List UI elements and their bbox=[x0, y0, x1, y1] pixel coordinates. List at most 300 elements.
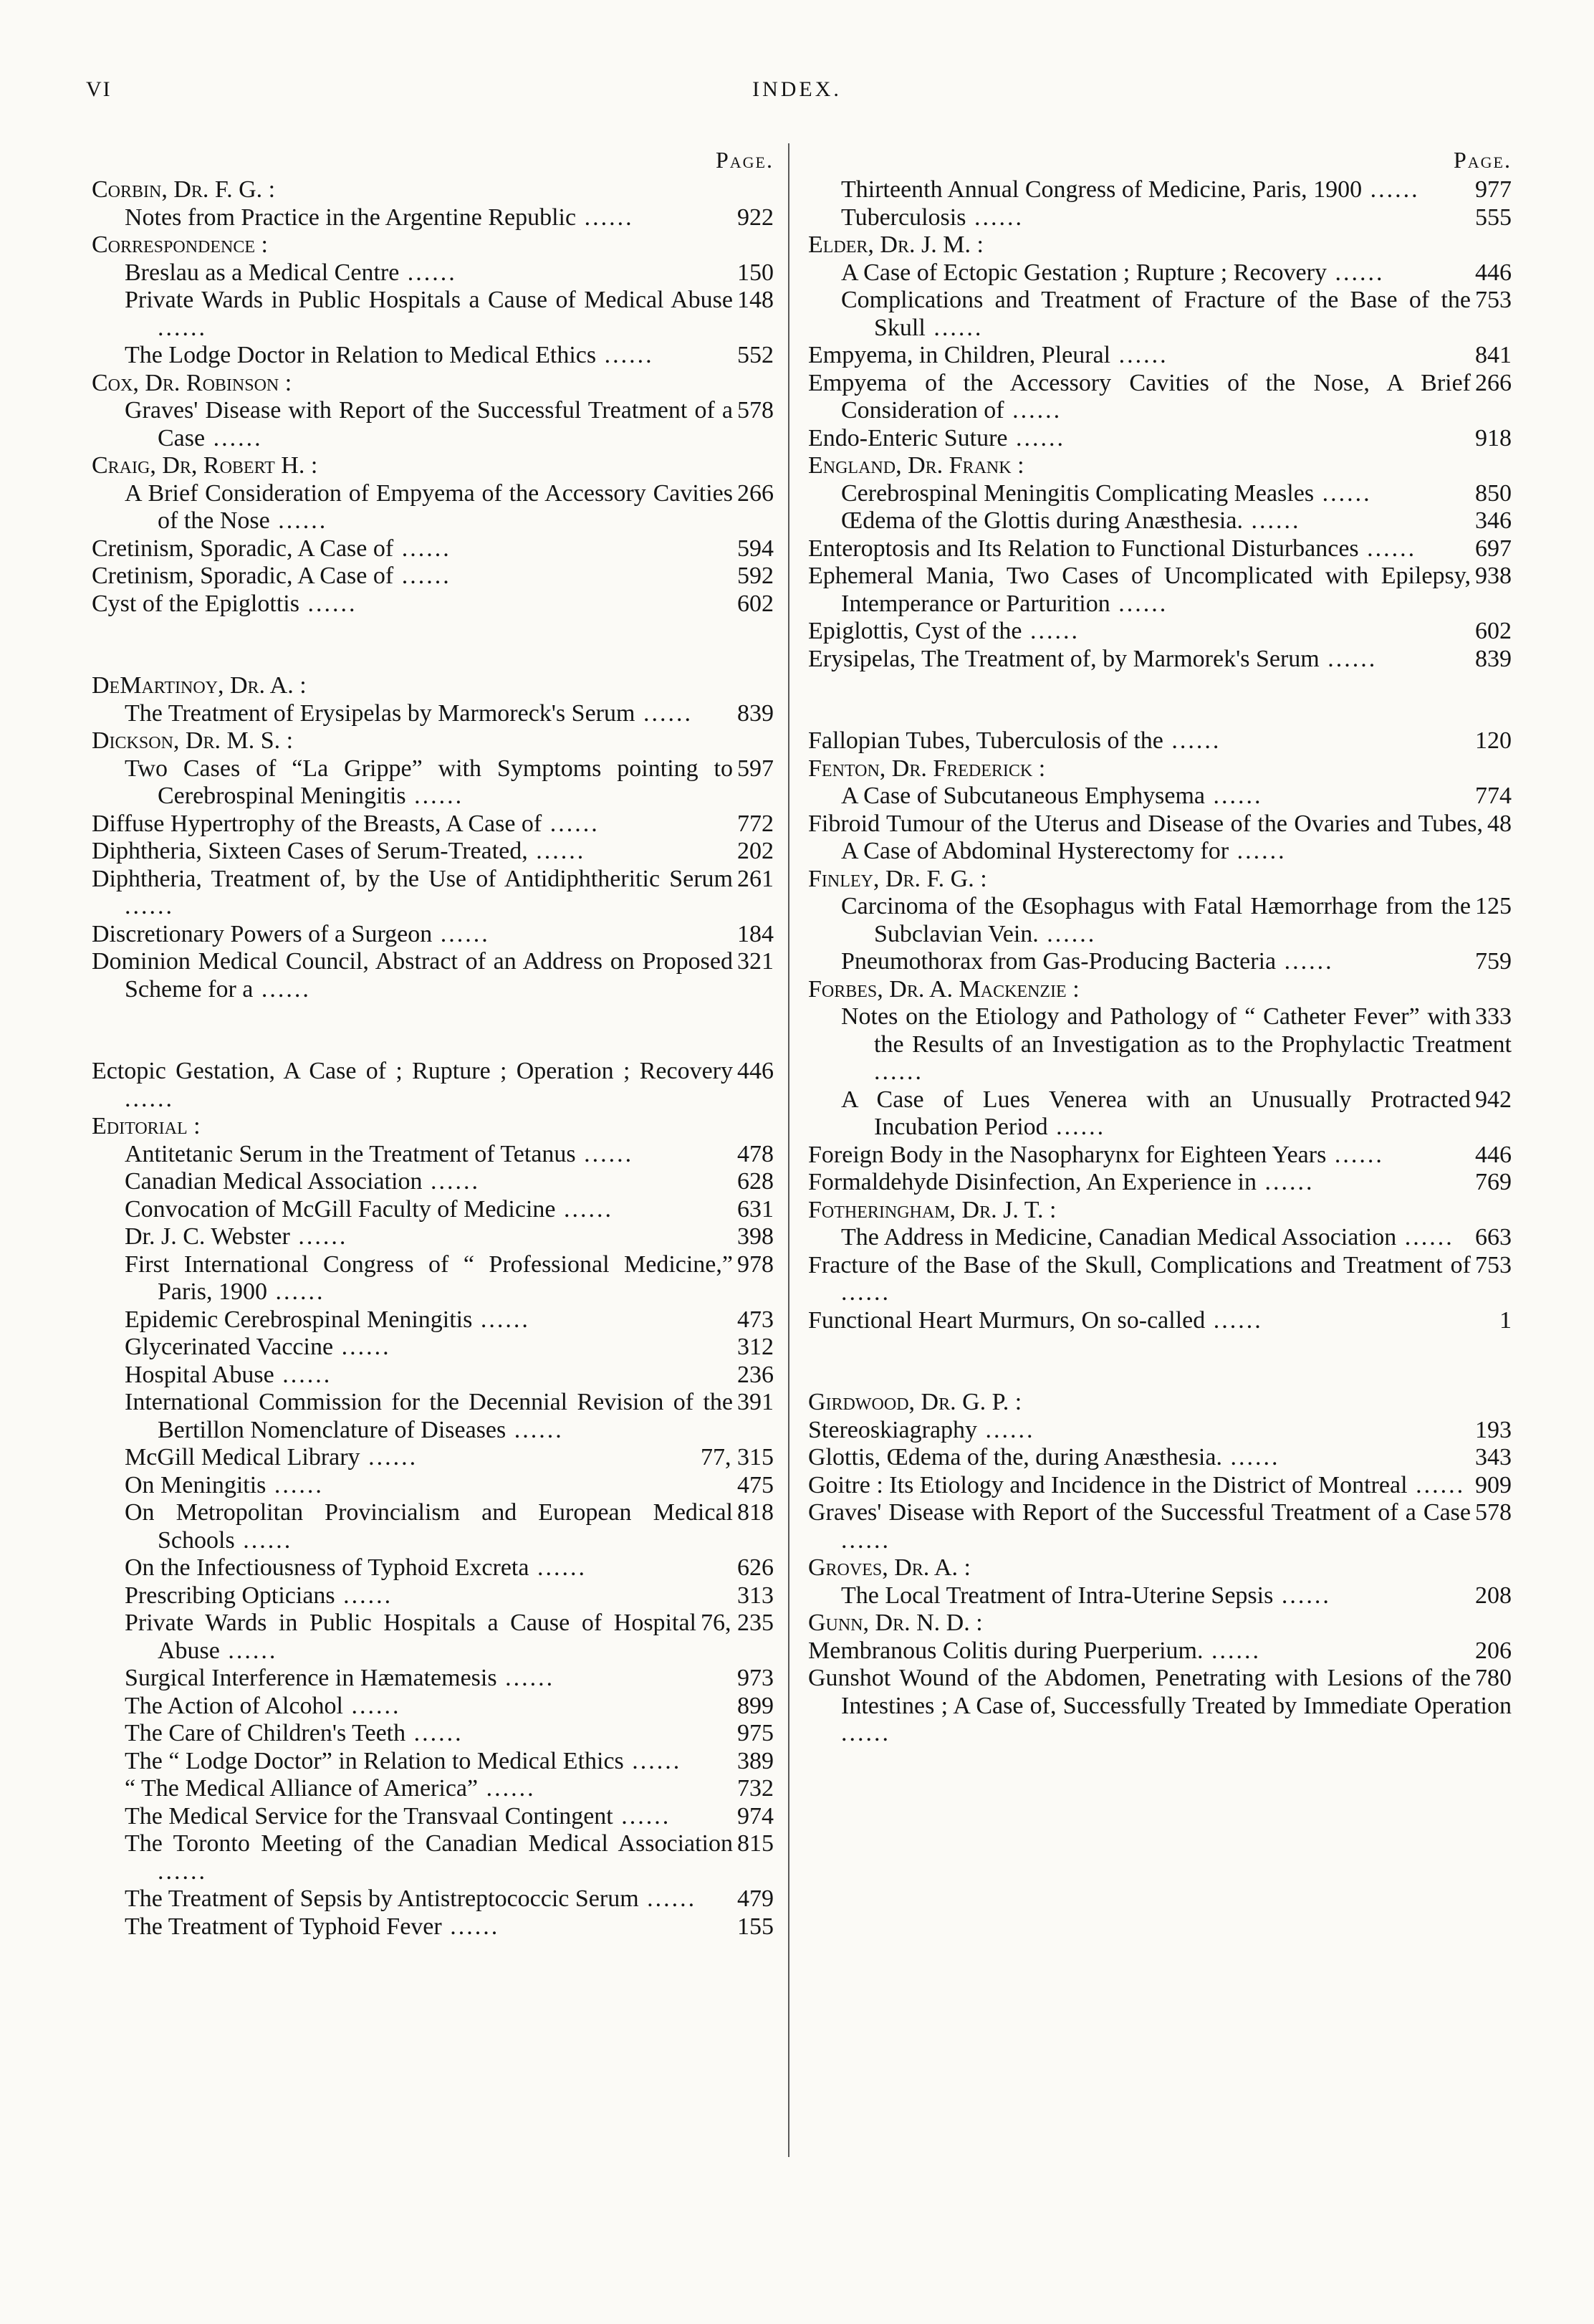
dot-leader: ...... bbox=[1326, 1141, 1384, 1168]
index-heading bbox=[808, 866, 1512, 894]
entry-page-number: 922 bbox=[737, 204, 774, 231]
index-entry bbox=[92, 838, 774, 866]
entry-page-number: 478 bbox=[737, 1140, 774, 1167]
entry-text: The Local Treatment of Intra-Uterine Sepsis bbox=[841, 1582, 1274, 1609]
index-entry bbox=[92, 1693, 774, 1721]
dot-leader: ...... bbox=[125, 1085, 174, 1112]
entry-page-number: 975 bbox=[737, 1720, 774, 1746]
dot-leader: ...... bbox=[1038, 920, 1097, 947]
dot-leader: ...... bbox=[432, 920, 490, 947]
section-spacer bbox=[92, 618, 774, 645]
index-heading bbox=[808, 1610, 1512, 1637]
index-entries bbox=[92, 176, 774, 1941]
index-entry bbox=[808, 948, 1512, 976]
dot-leader: ...... bbox=[1221, 1444, 1280, 1471]
dot-leader: ...... bbox=[1110, 590, 1168, 617]
entry-text: Cretinism, Sporadic, A Case of bbox=[92, 563, 394, 589]
index-entry bbox=[92, 1720, 774, 1748]
entry-text: Diffuse Hypertrophy of the Breasts, A Case of bbox=[92, 810, 542, 837]
entry-text: The Lodge Doctor in Relation to Medical Ethics bbox=[125, 342, 597, 368]
dot-leader: ...... bbox=[478, 1775, 536, 1802]
entry-text: Surgical Interference in Hæmatemesis bbox=[125, 1665, 497, 1691]
index-entry bbox=[808, 425, 1512, 453]
index-entry bbox=[92, 287, 774, 342]
entry-text: Enteroptosis and Its Relation to Functional Disturbances bbox=[808, 535, 1359, 562]
index-entry bbox=[808, 1499, 1512, 1554]
entry-text: Graves' Disease with Report of the Successful Treatment of a Case bbox=[125, 397, 733, 451]
index-entry bbox=[92, 1554, 774, 1582]
index-entry bbox=[808, 535, 1512, 563]
dot-leader: ...... bbox=[1205, 783, 1263, 809]
dot-leader: ...... bbox=[506, 1416, 564, 1443]
index-entry bbox=[92, 204, 774, 232]
dot-leader: ...... bbox=[422, 1168, 480, 1195]
entry-text: Functional Heart Murmurs, On so-called bbox=[808, 1306, 1206, 1334]
dot-leader: ...... bbox=[1007, 424, 1066, 451]
entry-page-number: 594 bbox=[737, 535, 774, 562]
dot-leader: ...... bbox=[635, 699, 693, 727]
index-entry bbox=[808, 618, 1512, 646]
index-entry bbox=[92, 563, 774, 590]
entry-text: A Case of Subcutaneous Emphysema bbox=[841, 783, 1206, 809]
entry-text: The “ Lodge Doctor” in Relation to Medical Ethics bbox=[125, 1747, 624, 1774]
dot-leader: ...... bbox=[1276, 948, 1334, 975]
entry-text: Two Cases of “La Grippe” with Symptoms pointing to Cerebrospinal Meningitis bbox=[125, 755, 733, 809]
index-heading bbox=[92, 370, 774, 398]
entry-page-number: 77, 315 bbox=[701, 1444, 774, 1471]
dot-leader: ...... bbox=[841, 1720, 890, 1746]
entry-page-number: 148 bbox=[737, 287, 774, 313]
index-entry bbox=[808, 727, 1512, 755]
index-entry bbox=[92, 1058, 774, 1113]
dot-leader: ...... bbox=[542, 810, 600, 837]
entry-text: Fibroid Tumour of the Uterus and Disease of the Ovaries and Tubes, A Case of Abdominal Hysterectomy for bbox=[808, 810, 1483, 864]
index-entry bbox=[808, 1637, 1512, 1665]
entry-page-number: 942 bbox=[1475, 1086, 1512, 1113]
index-entry bbox=[92, 1141, 774, 1169]
entry-text: Glycerinated Vaccine bbox=[125, 1334, 334, 1360]
entry-text: Private Wards in Public Hospitals a Cause of Hospital Abuse bbox=[125, 1610, 696, 1664]
index-entry bbox=[808, 1472, 1512, 1500]
entry-page-number: 918 bbox=[1475, 424, 1512, 451]
entry-page-number: 446 bbox=[1475, 259, 1512, 286]
entry-page-number: 780 bbox=[1475, 1665, 1512, 1691]
entry-page-number: 697 bbox=[1475, 535, 1512, 562]
index-entry bbox=[808, 1417, 1512, 1445]
index-entry bbox=[808, 204, 1512, 232]
entry-text: Elder, Dr. J. M. : bbox=[808, 231, 984, 258]
index-entry bbox=[808, 1307, 1512, 1335]
entry-text: Diphtheria, Treatment of, by the Use of Antidiphtheritic Serum bbox=[92, 865, 733, 892]
dot-leader: ...... bbox=[1163, 727, 1221, 754]
column-divider bbox=[788, 143, 789, 2157]
index-heading bbox=[92, 672, 774, 700]
entry-text: The Medical Service for the Transvaal Contingent bbox=[125, 1802, 613, 1830]
entry-text: Fracture of the Base of the Skull, Complications and Treatment of bbox=[808, 1251, 1471, 1278]
entry-page-number: 839 bbox=[737, 699, 774, 727]
dot-leader: ...... bbox=[623, 1747, 682, 1774]
entry-page-number: 578 bbox=[1475, 1499, 1512, 1526]
dot-leader: ...... bbox=[1257, 1169, 1315, 1195]
entry-page-number: 663 bbox=[1475, 1224, 1512, 1251]
dot-leader: ...... bbox=[219, 1637, 278, 1664]
entry-text: Membranous Colitis during Puerperium. bbox=[808, 1637, 1204, 1664]
entry-page-number: 313 bbox=[737, 1582, 774, 1609]
dot-leader: ...... bbox=[441, 1913, 500, 1940]
entry-text: Empyema of the Accessory Cavities of the Nose, A Brief Consideration of bbox=[808, 369, 1471, 424]
index-heading bbox=[808, 976, 1512, 1004]
entry-text: Epidemic Cerebrospinal Meningitis bbox=[125, 1306, 473, 1333]
index-column-right bbox=[808, 143, 1512, 1748]
index-entry bbox=[808, 1582, 1512, 1610]
index-entry bbox=[92, 1582, 774, 1610]
entry-text: Cyst of the Epiglottis bbox=[92, 590, 299, 617]
entry-page-number: 732 bbox=[737, 1775, 774, 1802]
entry-page-number: 120 bbox=[1475, 727, 1512, 754]
entry-page-number: 753 bbox=[1475, 1251, 1512, 1278]
entry-text: The Action of Alcohol bbox=[125, 1692, 344, 1719]
dot-leader: ...... bbox=[399, 259, 457, 286]
entry-text: Complications and Treatment of Fracture of the Base of the Skull bbox=[841, 287, 1471, 341]
dot-leader: ...... bbox=[613, 1802, 671, 1830]
entry-page-number: 977 bbox=[1475, 176, 1512, 203]
entry-page-number: 1 bbox=[1499, 1306, 1512, 1334]
index-entry bbox=[92, 1775, 774, 1803]
index-entry bbox=[808, 563, 1512, 618]
entry-page-number: 818 bbox=[737, 1499, 774, 1526]
entry-page-number: 850 bbox=[1475, 479, 1512, 507]
index-entry bbox=[808, 176, 1512, 204]
entry-page-number: 759 bbox=[1475, 948, 1512, 975]
dot-leader: ...... bbox=[638, 1885, 697, 1912]
entry-text: Cox, Dr. Robinson : bbox=[92, 369, 292, 396]
dot-leader: ...... bbox=[266, 1471, 324, 1498]
dot-leader: ...... bbox=[1326, 259, 1385, 286]
entry-text: Foreign Body in the Nasopharynx for Eighteen Years bbox=[808, 1141, 1327, 1168]
entry-text: Fotheringham, Dr. J. T. : bbox=[808, 1196, 1057, 1223]
entry-text: The Toronto Meeting of the Canadian Medical Association bbox=[125, 1830, 733, 1857]
index-entry bbox=[808, 893, 1512, 948]
index-entry bbox=[92, 1913, 774, 1941]
index-entry bbox=[92, 755, 774, 810]
dot-leader: ...... bbox=[575, 1140, 634, 1167]
entry-text: International Commission for the Decennial Revision of the Bertillon Nomenclature of Diseases bbox=[125, 1389, 733, 1443]
entry-page-number: 391 bbox=[737, 1389, 774, 1415]
index-entry bbox=[808, 1444, 1512, 1472]
entry-page-number: 555 bbox=[1475, 204, 1512, 231]
dot-leader: ...... bbox=[1203, 1637, 1262, 1664]
index-entry bbox=[92, 1748, 774, 1776]
entry-page-number: 815 bbox=[737, 1830, 774, 1857]
dot-leader: ...... bbox=[841, 1526, 890, 1554]
dot-leader: ...... bbox=[527, 838, 586, 864]
entry-text: Ectopic Gestation, A Case of ; Rupture ; Operation ; Recovery bbox=[92, 1058, 733, 1084]
dot-leader: ...... bbox=[841, 1279, 890, 1306]
index-entry bbox=[92, 1196, 774, 1224]
index-entry bbox=[92, 1223, 774, 1251]
index-column-left bbox=[92, 143, 774, 1941]
entry-text: Antitetanic Serum in the Treatment of Tetanus bbox=[125, 1140, 576, 1167]
index-heading bbox=[808, 1389, 1512, 1417]
index-entry bbox=[92, 1334, 774, 1362]
dot-leader: ...... bbox=[529, 1554, 587, 1581]
dot-leader: ...... bbox=[393, 535, 451, 562]
entry-page-number: 346 bbox=[1475, 507, 1512, 534]
entry-text: Notes from Practice in the Argentine Republic bbox=[125, 204, 577, 231]
dot-leader: ...... bbox=[1314, 479, 1372, 507]
index-entry bbox=[92, 1444, 774, 1472]
dot-leader: ...... bbox=[1358, 535, 1417, 562]
entry-text: Gunshot Wound of the Abdomen, Penetrating with Lesions of the Intestines ; A Case of, Successfully Treated by Immediate Operation bbox=[808, 1665, 1512, 1719]
page-column-label: Page. bbox=[715, 147, 774, 173]
dot-leader: ...... bbox=[158, 314, 207, 341]
section-spacer bbox=[92, 1003, 774, 1031]
entry-page-number: 909 bbox=[1475, 1471, 1512, 1498]
entry-page-number: 974 bbox=[737, 1802, 774, 1830]
index-entry bbox=[808, 1665, 1512, 1748]
entry-text: Canadian Medical Association bbox=[125, 1168, 423, 1195]
entry-text: Epiglottis, Cyst of the bbox=[808, 618, 1022, 644]
entry-page-number: 479 bbox=[737, 1885, 774, 1912]
index-entry bbox=[808, 480, 1512, 508]
dot-leader: ...... bbox=[289, 1223, 348, 1250]
entry-page-number: 597 bbox=[737, 755, 774, 782]
section-spacer bbox=[808, 1334, 1512, 1362]
index-entry bbox=[92, 810, 774, 838]
entry-text: Discretionary Powers of a Surgeon bbox=[92, 920, 433, 947]
index-entry bbox=[92, 1306, 774, 1334]
dot-leader: ...... bbox=[1242, 507, 1301, 534]
entry-page-number: 839 bbox=[1475, 645, 1512, 672]
index-entry bbox=[92, 1472, 774, 1500]
index-entry bbox=[808, 1003, 1512, 1086]
entry-page-number: 321 bbox=[737, 948, 774, 975]
entry-page-number: 602 bbox=[1475, 618, 1512, 644]
page-number-roman: VI bbox=[86, 77, 112, 101]
entry-text: Ephemeral Mania, Two Cases of Uncomplicated with Epilepsy, Intemperance or Parturition bbox=[808, 563, 1471, 617]
index-heading bbox=[92, 727, 774, 755]
entry-page-number: 202 bbox=[737, 838, 774, 864]
entry-text: Hospital Abuse bbox=[125, 1361, 274, 1388]
index-entry bbox=[92, 259, 774, 287]
dot-leader: ...... bbox=[267, 1278, 325, 1305]
entry-text: Carcinoma of the Œsophagus with Fatal Hæmorrhage from the Subclavian Vein. bbox=[841, 893, 1471, 947]
entry-text: Craig, Dr, Robert H. : bbox=[92, 452, 318, 479]
entry-text: The Address in Medicine, Canadian Medical Association bbox=[841, 1224, 1397, 1251]
index-entry bbox=[92, 480, 774, 535]
entry-page-number: 193 bbox=[1475, 1416, 1512, 1443]
entry-page-number: 602 bbox=[737, 590, 774, 617]
dot-leader: ...... bbox=[925, 314, 984, 341]
index-entry bbox=[92, 1830, 774, 1885]
dot-leader: ...... bbox=[1022, 618, 1080, 644]
entry-text: Glottis, Œdema of the, during Anæsthesia. bbox=[808, 1444, 1222, 1471]
index-heading bbox=[808, 1197, 1512, 1225]
entry-page-number: 473 bbox=[737, 1306, 774, 1333]
entry-page-number: 312 bbox=[737, 1334, 774, 1360]
dot-leader: ...... bbox=[1362, 176, 1420, 203]
entry-page-number: 343 bbox=[1475, 1444, 1512, 1471]
index-heading bbox=[808, 452, 1512, 480]
entry-text: Diphtheria, Sixteen Cases of Serum-Treated, bbox=[92, 838, 528, 864]
entry-text: The Treatment of Sepsis by Antistreptococcic Serum bbox=[125, 1885, 639, 1912]
index-entry bbox=[808, 1224, 1512, 1252]
entry-text: Fenton, Dr. Frederick : bbox=[808, 755, 1046, 782]
dot-leader: ...... bbox=[269, 507, 328, 534]
entry-text: On Meningitis bbox=[125, 1471, 267, 1498]
entry-page-number: 125 bbox=[1475, 893, 1512, 919]
dot-leader: ...... bbox=[205, 424, 263, 451]
entry-page-number: 398 bbox=[737, 1223, 774, 1250]
entry-text: On Metropolitan Provincialism and European Medical Schools bbox=[125, 1499, 733, 1554]
dot-leader: ...... bbox=[393, 563, 451, 589]
dot-leader: ...... bbox=[1047, 1114, 1106, 1140]
entry-page-number: 774 bbox=[1475, 783, 1512, 809]
entry-text: A Case of Lues Venerea with an Unusually Protracted Incubation Period bbox=[841, 1086, 1471, 1140]
index-entry bbox=[808, 370, 1512, 425]
entry-page-number: 266 bbox=[737, 479, 774, 507]
section-spacer bbox=[808, 1362, 1512, 1389]
dot-leader: ...... bbox=[1110, 342, 1168, 368]
entry-page-number: 48 bbox=[1487, 810, 1512, 837]
page-title: INDEX. bbox=[752, 77, 842, 101]
dot-leader: ...... bbox=[125, 893, 174, 919]
entry-page-number: 628 bbox=[737, 1168, 774, 1195]
entry-text: The Treatment of Typhoid Fever bbox=[125, 1913, 442, 1940]
dot-leader: ...... bbox=[1319, 645, 1378, 672]
dot-leader: ...... bbox=[234, 1526, 293, 1554]
index-entry bbox=[808, 646, 1512, 674]
entry-text: Dominion Medical Council, Abstract of an Address on Proposed Scheme for a bbox=[92, 948, 733, 1003]
dot-leader: ...... bbox=[343, 1692, 401, 1719]
index-entry bbox=[92, 1803, 774, 1831]
entry-page-number: 772 bbox=[737, 810, 774, 837]
entry-text: Fallopian Tubes, Tuberculosis of the bbox=[808, 727, 1163, 754]
dot-leader: ...... bbox=[1407, 1471, 1466, 1498]
index-entry bbox=[92, 1610, 774, 1665]
index-entry bbox=[92, 700, 774, 728]
dot-leader: ...... bbox=[405, 1720, 464, 1746]
dot-leader: ...... bbox=[596, 342, 654, 368]
index-entry bbox=[92, 590, 774, 618]
entry-text: “ The Medical Alliance of America” bbox=[125, 1775, 479, 1802]
index-entry bbox=[92, 1389, 774, 1444]
index-entry bbox=[92, 1665, 774, 1693]
index-entry bbox=[92, 1168, 774, 1196]
index-entry bbox=[92, 1251, 774, 1306]
index-entry bbox=[808, 810, 1512, 866]
entry-page-number: 184 bbox=[737, 920, 774, 947]
entry-text: Tuberculosis bbox=[841, 204, 966, 231]
entry-text: Convocation of McGill Faculty of Medicine bbox=[125, 1195, 556, 1223]
entry-page-number: 973 bbox=[737, 1665, 774, 1691]
entry-page-number: 475 bbox=[737, 1471, 774, 1498]
index-entry bbox=[92, 397, 774, 452]
entry-text: Girdwood, Dr. G. P. : bbox=[808, 1389, 1022, 1415]
entry-page-number: 626 bbox=[737, 1554, 774, 1581]
index-entry bbox=[808, 287, 1512, 342]
entry-text: First International Congress of “ Professional Medicine,” Paris, 1900 bbox=[125, 1251, 733, 1305]
entry-text: Cretinism, Sporadic, A Case of bbox=[92, 535, 394, 562]
entry-text: A Brief Consideration of Empyema of the Accessory Cavities of the Nose bbox=[125, 479, 733, 534]
index-heading bbox=[92, 1113, 774, 1141]
entry-text: The Care of Children's Teeth bbox=[125, 1720, 406, 1746]
entry-page-number: 578 bbox=[737, 397, 774, 424]
dot-leader: ...... bbox=[966, 204, 1024, 231]
entry-text: On the Infectiousness of Typhoid Excreta bbox=[125, 1554, 529, 1581]
entry-text: The Treatment of Erysipelas by Marmoreck's Serum bbox=[125, 699, 635, 727]
entry-text: Erysipelas, The Treatment of, by Marmorek's Serum bbox=[808, 645, 1320, 672]
dot-leader: ...... bbox=[1396, 1224, 1454, 1251]
entry-page-number: 206 bbox=[1475, 1637, 1512, 1664]
index-entry bbox=[808, 342, 1512, 370]
index-entry bbox=[92, 1499, 774, 1554]
entry-page-number: 150 bbox=[737, 259, 774, 286]
index-entry bbox=[92, 866, 774, 921]
entry-page-number: 841 bbox=[1475, 342, 1512, 368]
entry-page-number: 769 bbox=[1475, 1169, 1512, 1195]
entry-page-number: 389 bbox=[737, 1747, 774, 1774]
index-entry bbox=[92, 535, 774, 563]
entry-text: Goitre : Its Etiology and Incidence in the District of Montreal bbox=[808, 1471, 1408, 1498]
index-entry bbox=[808, 259, 1512, 287]
dot-leader: ...... bbox=[496, 1665, 555, 1691]
index-entry bbox=[92, 948, 774, 1003]
entry-text: Stereoskiagraphy bbox=[808, 1416, 978, 1443]
entry-page-number: 333 bbox=[1475, 1003, 1512, 1030]
entry-text: Breslau as a Medical Centre bbox=[125, 259, 400, 286]
entry-page-number: 631 bbox=[737, 1195, 774, 1223]
entry-text: England, Dr. Frank : bbox=[808, 452, 1024, 479]
entry-page-number: 753 bbox=[1475, 287, 1512, 313]
entry-page-number: 155 bbox=[737, 1913, 774, 1940]
dot-leader: ...... bbox=[333, 1334, 391, 1360]
index-entry bbox=[808, 507, 1512, 535]
entry-page-number: 899 bbox=[737, 1692, 774, 1719]
entry-page-number: 208 bbox=[1475, 1582, 1512, 1609]
index-entry bbox=[808, 1169, 1512, 1197]
entry-text: Dickson, Dr. M. S. : bbox=[92, 727, 294, 754]
entry-text: Groves, Dr. A. : bbox=[808, 1554, 971, 1581]
index-entry bbox=[808, 1086, 1512, 1142]
index-heading bbox=[92, 452, 774, 480]
dot-leader: ...... bbox=[360, 1444, 418, 1471]
dot-leader: ...... bbox=[576, 204, 634, 231]
entry-text: DeMartinoy, Dr. A. : bbox=[92, 672, 307, 699]
entry-text: Corbin, Dr. F. G. : bbox=[92, 176, 276, 203]
entry-text: Editorial : bbox=[92, 1113, 201, 1139]
dot-leader: ...... bbox=[1273, 1582, 1331, 1609]
index-entry bbox=[808, 1142, 1512, 1170]
entry-text: Endo-Enteric Suture bbox=[808, 424, 1008, 451]
section-spacer bbox=[808, 673, 1512, 700]
index-entry bbox=[808, 1252, 1512, 1307]
entry-page-number: 592 bbox=[737, 563, 774, 589]
section-spacer bbox=[808, 700, 1512, 727]
entry-text: Graves' Disease with Report of the Successful Treatment of a Case bbox=[808, 1499, 1471, 1526]
dot-leader: ...... bbox=[1004, 397, 1062, 424]
entry-page-number: 938 bbox=[1475, 563, 1512, 589]
dot-leader: ...... bbox=[1205, 1306, 1263, 1334]
dot-leader: ...... bbox=[555, 1195, 613, 1223]
index-entries bbox=[808, 176, 1512, 1748]
entry-text: Gunn, Dr. N. D. : bbox=[808, 1610, 983, 1636]
entry-page-number: 261 bbox=[737, 865, 774, 892]
index-heading bbox=[808, 231, 1512, 259]
index-heading bbox=[808, 1554, 1512, 1582]
index-heading bbox=[92, 231, 774, 259]
entry-text: Pneumothorax from Gas-Producing Bacteria bbox=[841, 948, 1277, 975]
